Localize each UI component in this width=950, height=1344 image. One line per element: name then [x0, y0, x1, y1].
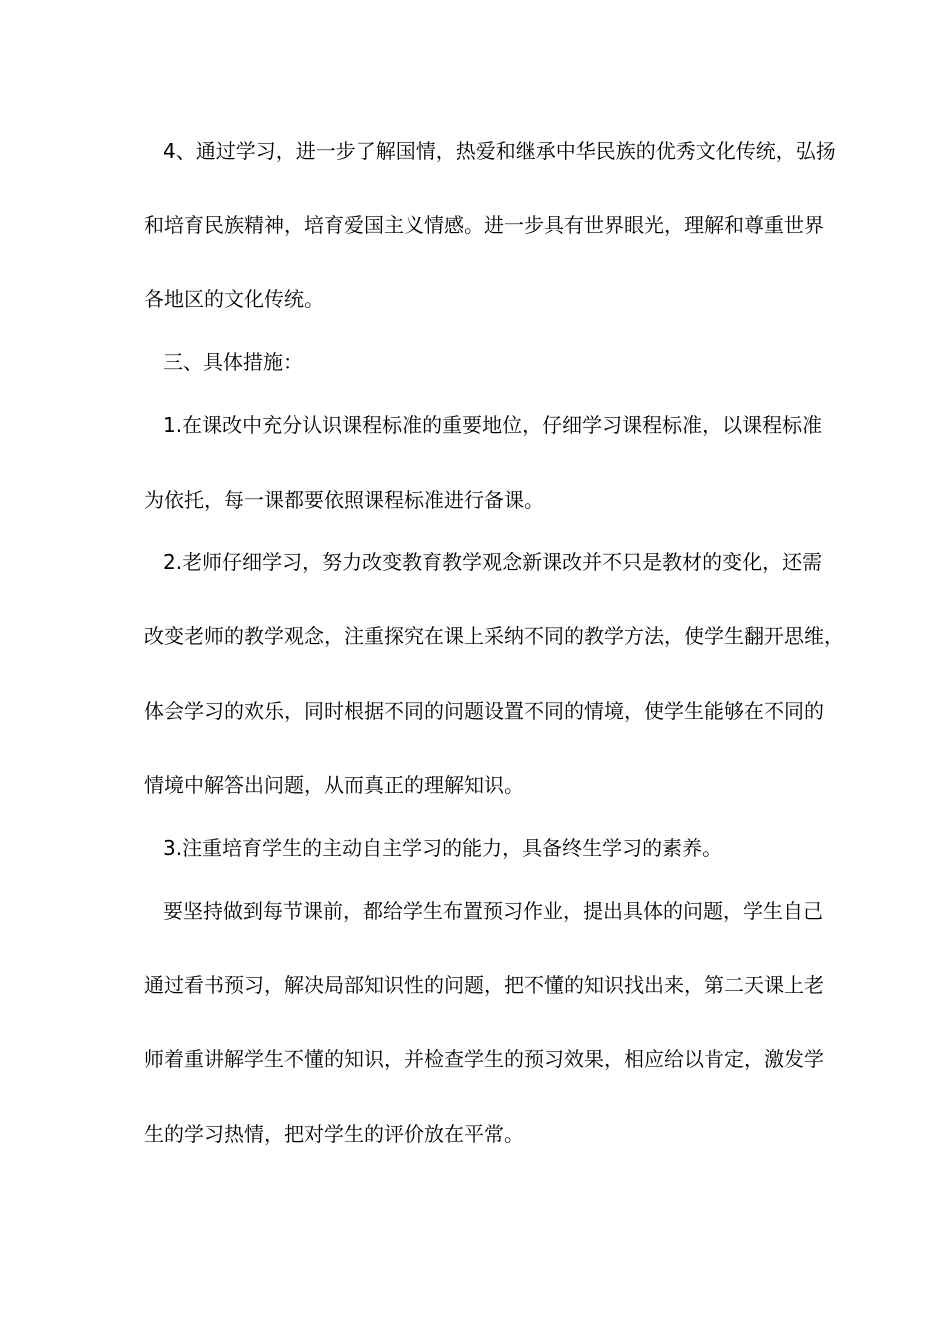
text-line: 1.在课改中充分认识课程标准的重要地位，仔细学习课程标准，以课程标准	[163, 413, 823, 437]
text-line: 为依托，每一课都要依照课程标准进行备课。	[144, 488, 544, 512]
text-line: 体会学习的欢乐，同时根据不同的问题设置不同的情境，使学生能够在不同的	[144, 699, 824, 723]
text-line: 情境中解答出问题，从而真正的理解知识。	[144, 773, 524, 797]
text-line: 和培育民族精神，培育爱国主义情感。进一步具有世界眼光，理解和尊重世界	[144, 213, 824, 237]
text-line: 生的学习热情，把对学生的评价放在平常。	[144, 1122, 524, 1146]
text-line: 要坚持做到每节课前，都给学生布置预习作业，提出具体的问题，学生自己	[163, 899, 823, 923]
text-line: 4、通过学习，进一步了解国情，热爱和继承中华民族的优秀文化传统，弘扬	[163, 139, 836, 163]
text-line: 改变老师的教学观念，注重探究在课上采纳不同的教学方法，使学生翻开思维，	[144, 624, 844, 648]
text-line: 师着重讲解学生不懂的知识，并检查学生的预习效果，相应给以肯定，激发学	[144, 1047, 824, 1071]
section-heading: 三、具体措施：	[163, 350, 303, 374]
text-line: 通过看书预习，解决局部知识性的问题，把不懂的知识找出来，第二天课上老	[144, 973, 824, 997]
text-line: 3.注重培育学生的主动自主学习的能力，具备终生学习的素养。	[163, 836, 723, 860]
text-line: 2.老师仔细学习，努力改变教育教学观念新课改并不只是教材的变化，还需	[163, 550, 823, 574]
text-line: 各地区的文化传统。	[144, 287, 324, 311]
